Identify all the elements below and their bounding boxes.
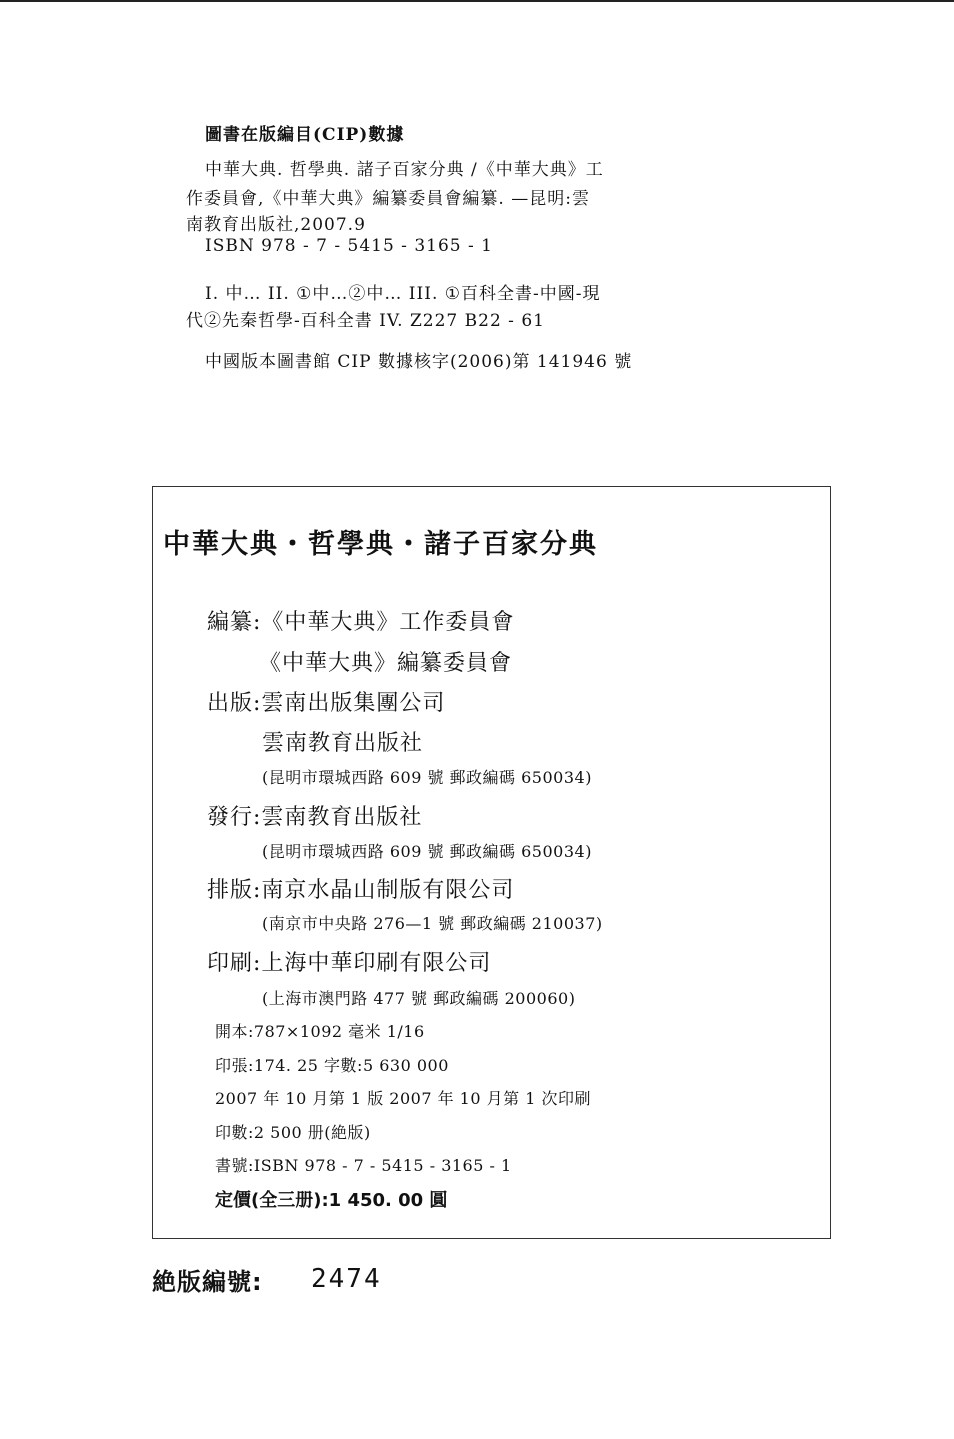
cip-line-1: 中華大典. 哲學典. 諸子百家分典 /《中華大典》工: [205, 160, 604, 180]
printer-line: 印刷:上海中華印刷有限公司: [207, 951, 492, 976]
cip-heading: 圖書在版編目(CIP)數據: [205, 125, 405, 145]
publisher-address: (昆明市環城西路 609 號 郵政編碼 650034): [262, 768, 592, 787]
typesetter-line: 排版:南京水晶山制版有限公司: [207, 878, 515, 903]
print-run: 印數:2 500 册(絶版): [215, 1123, 371, 1142]
cip-line-2: 作委員會,《中華大典》編纂委員會編纂. —昆明:雲: [186, 189, 590, 209]
cip-record-number: 中國版本圖書館 CIP 數據核字(2006)第 141946 號: [205, 352, 633, 372]
printer-address: (上海市澳門路 477 號 郵政編碼 200060): [262, 989, 576, 1008]
cip-line-3: 南教育出版社,2007.9: [186, 215, 366, 235]
top-border-line: [0, 0, 954, 2]
cip-classification-1: I. 中… II. ①中…②中… III. ①百科全書-中國-現: [205, 284, 601, 304]
out-of-print-label: 絶版編號:: [152, 1268, 263, 1296]
publisher-line-2: 雲南教育出版社: [262, 731, 424, 756]
cip-isbn: ISBN 978 - 7 - 5415 - 3165 - 1: [205, 236, 493, 256]
book-isbn: 書號:ISBN 978 - 7 - 5415 - 3165 - 1: [215, 1156, 512, 1175]
typesetter-address: (南京市中央路 276—1 號 郵政編碼 210037): [262, 914, 603, 933]
distributor-line: 發行:雲南教育出版社: [207, 805, 423, 830]
publisher-line-1: 出版:雲南出版集團公司: [207, 691, 446, 716]
compiler-line-1: 編纂:《中華大典》工作委員會: [207, 610, 515, 635]
book-title: 中華大典・哲學典・諸子百家分典: [163, 529, 598, 560]
format-spec: 開本:787×1092 毫米 1/16: [215, 1022, 425, 1041]
distributor-address: (昆明市環城西路 609 號 郵政編碼 650034): [262, 842, 592, 861]
compiler-line-2: 《中華大典》編纂委員會: [259, 651, 513, 676]
price: 定價(全三册):1 450. 00 圓: [215, 1190, 448, 1211]
edition-info: 2007 年 10 月第 1 版 2007 年 10 月第 1 次印刷: [215, 1089, 591, 1108]
sheets-and-words: 印張:174. 25 字數:5 630 000: [215, 1056, 449, 1075]
out-of-print-number: 2474: [311, 1264, 382, 1294]
cip-classification-2: 代②先秦哲學-百科全書 IV. Z227 B22 - 61: [186, 311, 545, 331]
